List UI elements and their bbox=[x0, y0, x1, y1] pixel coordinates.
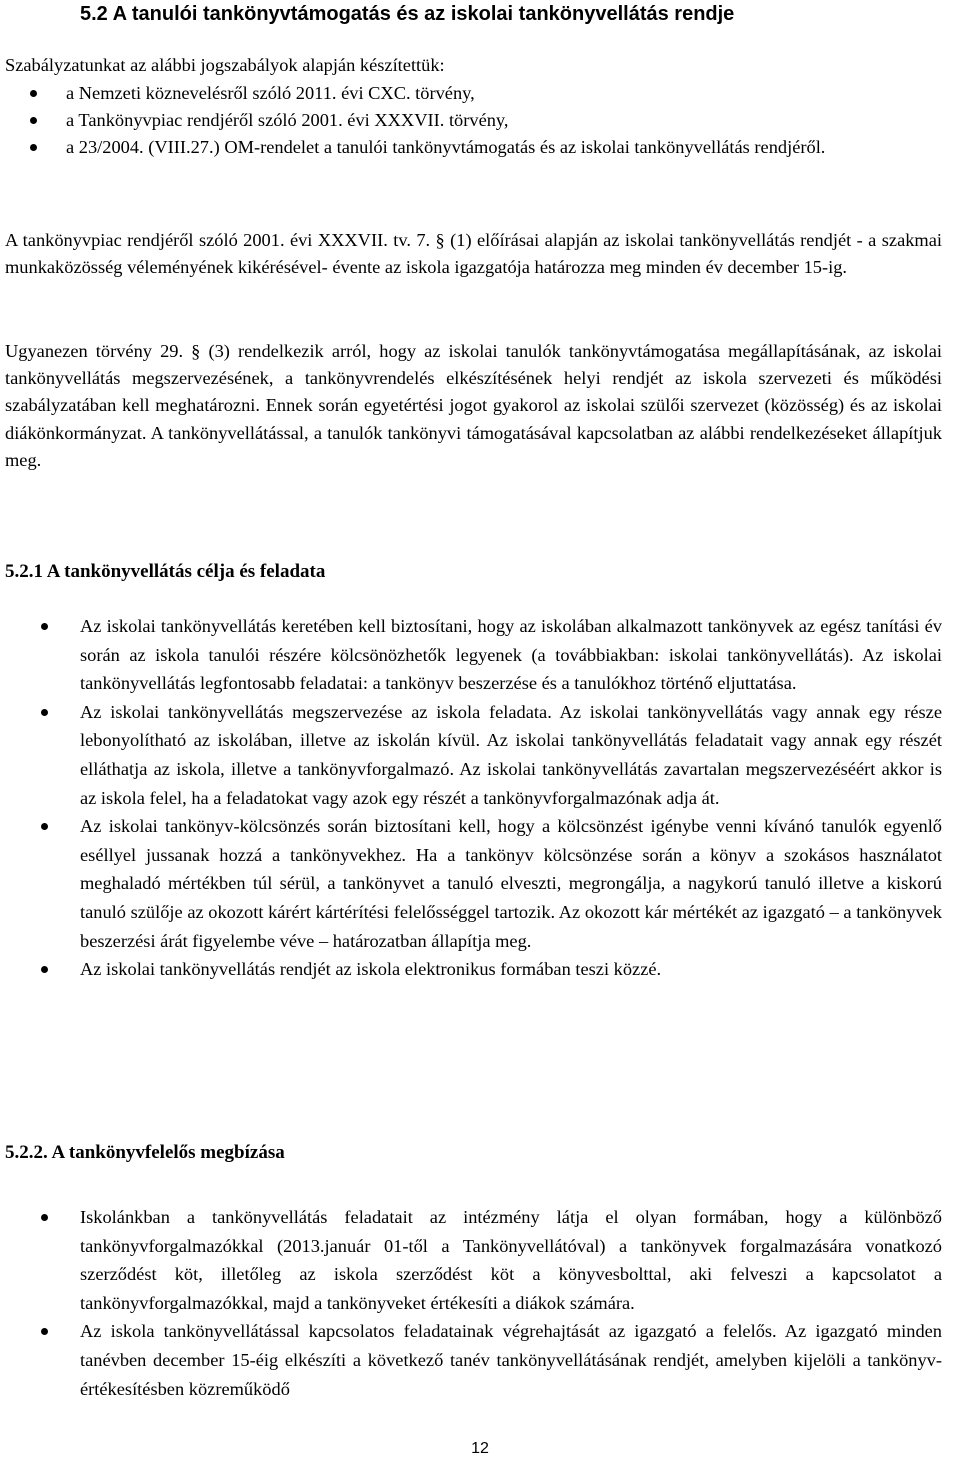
goals-list bbox=[5, 612, 942, 984]
bullet-icon bbox=[30, 90, 37, 97]
section-heading: 5.2 A tanulói tankönyvtámogatás és az iskolai tankönyvellátás rendje bbox=[80, 3, 735, 25]
list-item: Az iskolai tankönyvellátás rendjét az iskola elektronikus formában teszi közzé. bbox=[5, 955, 942, 984]
bullet-icon bbox=[30, 144, 37, 151]
bullet-icon bbox=[41, 623, 48, 630]
list-item: Az iskolai tankönyv-kölcsönzés során biztosítani kell, hogy a kölcsönzést igénybe venni kívánó tanulók egyenlő eséllyel jussanak hozzá a tankönyvekhez. Ha a tankönyv kölcsönzése során a könyv a szokásos használatot meghaladó mértékben túl sérül, a tankönyvet a tanuló elveszti, megrongálja, a nagykorú tanuló illetve a kiskorú tanuló szülője az okozott kárért kártérítési felelősséggel tartozik. Az okozott kár mértékét az igazgató – a tankönyvek beszerzési árát figyelembe véve – határozatban állapítja meg. bbox=[5, 812, 942, 955]
bullet-icon bbox=[41, 1214, 48, 1221]
body-paragraph: A tankönyvpiac rendjéről szóló 2001. évi XXXVII. tv. 7. § (1) előírásai alapján az iskolai tankönyvellátás rendjét - a szakmai munkaközösség véleményének kikérésével- évente az iskola igazgatója határozza meg minden év december 15-ig. bbox=[5, 230, 942, 278]
law-list bbox=[5, 80, 942, 162]
list-item: a Tankönyvpiac rendjéről szóló 2001. évi XXXVII. törvény, bbox=[5, 107, 942, 134]
bullet-icon bbox=[41, 823, 48, 830]
bullet-icon bbox=[41, 1328, 48, 1335]
responsible-list bbox=[5, 1203, 942, 1403]
list-item: Az iskolai tankönyvellátás megszervezése az iskola feladata. Az iskolai tankönyvellátás vagy annak egy része lebonyolítható az iskolában, illetve az iskolán kívül. Az iskolai tankönyvellátás feladatait vagy annak egy részét elláthatja az iskola, illetve a tankönyvforgalmazó. Az iskolai tankönyvellátás zavartalan megszervezéséért akkor is az iskola felel, ha a feladatokat vagy azok egy részét a tankönyvforgalmazónak adja át. bbox=[5, 698, 942, 812]
subsection-heading: 5.2.2. A tankönyvfelelős megbízása bbox=[5, 1142, 285, 1163]
bullet-icon bbox=[30, 117, 37, 124]
list-item: Az iskolai tankönyvellátás keretében kell biztosítani, hogy az iskolában alkalmazott tankönyvek az egész tanítási év során az iskola tanulói részére kölcsönözhetők legyenek (a továbbiakban: iskolai tankönyvellátás). Az iskolai tankönyvellátás legfontosabb feladatai: a tankönyv beszerzése és a tanulókhoz történő eljuttatása. bbox=[5, 612, 942, 698]
page-number: 12 bbox=[471, 1440, 489, 1457]
intro-paragraph: Szabályzatunkat az alábbi jogszabályok alapján készítettük: bbox=[5, 55, 445, 75]
list-item: Az iskola tankönyvellátással kapcsolatos feladatainak végrehajtását az igazgató a felelős. Az igazgató minden tanévben december 15-éig elkészíti a következő tanév tankönyvellátásának rendjét, amelyben kijelöli a tankönyv-értékesítésben közreműködő bbox=[5, 1317, 942, 1403]
bullet-icon bbox=[41, 966, 48, 973]
list-item: a 23/2004. (VIII.27.) OM-rendelet a tanulói tankönyvtámogatás és az iskolai tankönyvellátás rendjéről. bbox=[5, 134, 942, 161]
bullet-icon bbox=[41, 709, 48, 716]
list-item: Iskolánkban a tankönyvellátás feladatait az intézmény látja el olyan formában, hogy a különböző tankönyvforgalmazókkal (2013.január 01-től a Tankönyvellátóval) a tankönyvek forgalmazására vonatkozó szerződést köt, illetőleg az iskola szerződést köt a könyvesbolttal, aki felveszi a kapcsolatot a tankönyvforgalmazókkal, majd a tankönyveket értékesíti a diákok számára. bbox=[5, 1203, 942, 1317]
subsection-heading: 5.2.1 A tankönyvellátás célja és feladata bbox=[5, 561, 326, 582]
body-paragraph: Ugyanezen törvény 29. § (3) rendelkezik arról, hogy az iskolai tanulók tankönyvtámogatása megállapításának, az iskolai tankönyvellátás megszervezésének, a tankönyvrendelés elkészítésének helyi rendjét az iskola szervezeti és működési szabályzatában kell meghatározni. Ennek során egyetértési jogot gyakorol az iskolai szülői szervezet (közösség) és az iskolai diákönkormányzat. A tankönyvellátással, a tanulók tankönyvi támogatásával kapcsolatban az alábbi rendelkezéseket állapítjuk meg. bbox=[5, 341, 942, 470]
list-item: a Nemzeti köznevelésről szóló 2011. évi CXC. törvény, bbox=[5, 80, 942, 107]
